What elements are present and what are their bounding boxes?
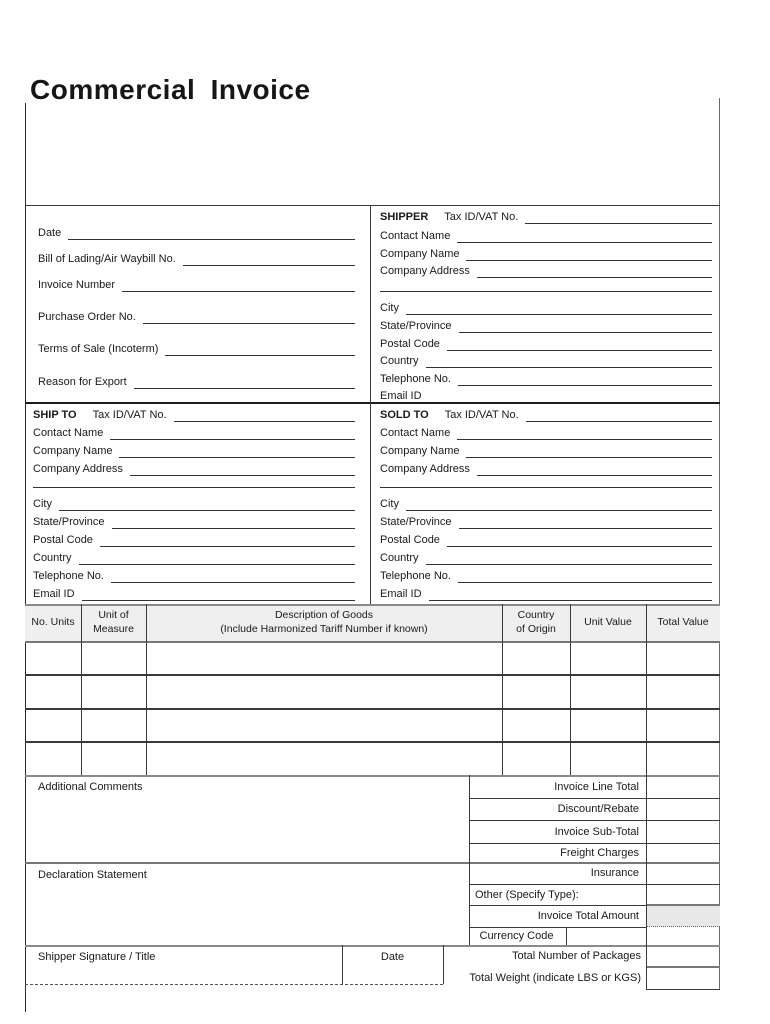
footer-top-rule (25, 945, 720, 947)
declaration-statement-label: Declaration Statement (38, 869, 147, 881)
discount-rebate-label: Discount/Rebate (557, 803, 639, 815)
invoice-number-input-line[interactable] (122, 278, 355, 292)
col-header-unit-of-measure: Unit of Measure (93, 609, 134, 635)
table-column-divider (646, 604, 647, 775)
other-specify-type-label: Other (Specify Type): (475, 888, 579, 901)
shipper-country-input-line[interactable] (426, 354, 712, 368)
shipper-state-input-line[interactable] (459, 319, 712, 333)
table-header-bottom-rule (25, 641, 720, 643)
waybill-input-line[interactable] (183, 252, 355, 266)
goods-row[interactable] (25, 641, 720, 674)
waybill-label: Bill of Lading/Air Waybill No. (38, 253, 176, 265)
charges-row-rule (469, 843, 720, 844)
soldto-postal-label: Postal Code (380, 534, 440, 546)
soldto-tax-label: Tax ID/VAT No. (444, 409, 519, 421)
invoice-total-amount-value-cell[interactable] (646, 905, 720, 927)
terms-label: Terms of Sale (Incoterm) (38, 343, 159, 355)
shipper-contact-label: Contact Name (380, 230, 451, 242)
shipto-heading-row (33, 407, 355, 422)
shipper-email-input-line[interactable] (429, 389, 712, 403)
shipto-postal-label: Postal Code (33, 534, 93, 546)
shipto-email-field (33, 586, 355, 601)
shipto-postal-field (33, 532, 355, 547)
soldto-contact-input-line[interactable] (457, 426, 712, 440)
goods-row[interactable] (25, 674, 720, 708)
charges-top-rule (25, 775, 720, 777)
shipto-country-field (33, 550, 355, 565)
totals-left-divider (469, 775, 470, 945)
soldto-city-label: City (380, 498, 399, 510)
amount-cell-top-rule (646, 904, 720, 906)
soldto-email-input-line[interactable] (429, 587, 712, 601)
goods-row-rule (25, 708, 720, 710)
shipto-heading: SHIP TO (33, 409, 77, 421)
purchase-order-field (38, 309, 355, 324)
purchase-order-input-line[interactable] (143, 310, 355, 324)
shipto-contact-field (33, 425, 355, 440)
shipto-postal-input-line[interactable] (100, 533, 355, 547)
goods-row[interactable] (25, 741, 720, 775)
shipto-phone-label: Telephone No. (33, 570, 104, 582)
shipto-address-line2[interactable] (33, 474, 355, 488)
shipto-company-input-line[interactable] (119, 444, 355, 458)
shipper-state-label: State/Province (380, 320, 452, 332)
col-header-description: Description of Goods (Include Harmonized Tariff Number if known) (220, 609, 428, 635)
table-column-divider (502, 604, 503, 775)
soldto-city-input-line[interactable] (406, 497, 712, 511)
goods-row[interactable] (25, 708, 720, 741)
soldto-address-line2[interactable] (380, 474, 712, 488)
freight-charges-value-cell[interactable] (646, 843, 720, 862)
soldto-phone-input-line[interactable] (458, 569, 712, 583)
shipper-country-label: Country (380, 355, 419, 367)
shipper-company-label: Company Name (380, 248, 460, 260)
currency-row-rule (469, 927, 646, 928)
total-weight-label: Total Weight (indicate LBS or KGS) (469, 972, 641, 984)
shipper-phone-field (380, 371, 712, 386)
soldto-email-field (380, 586, 712, 601)
shipper-address-field (380, 263, 712, 278)
soldto-phone-label: Telephone No. (380, 570, 451, 582)
shipper-email-field (380, 388, 712, 403)
shipper-contact-field (380, 228, 712, 243)
shipto-tax-input-line[interactable] (174, 408, 355, 422)
footer-value-divider (646, 945, 647, 989)
invoice-number-label: Invoice Number (38, 279, 116, 291)
currency-cell-divider (566, 927, 567, 945)
totals-value-divider (646, 775, 647, 945)
soldto-company-field (380, 443, 712, 458)
freight-charges-label: Freight Charges (560, 846, 639, 859)
table-column-divider (570, 604, 571, 775)
soldto-contact-label: Contact Name (380, 427, 451, 439)
goods-row-rule (25, 741, 720, 743)
shipper-company-field (380, 246, 712, 261)
invoice-number-field (38, 277, 355, 292)
shipper-address-label: Company Address (380, 265, 470, 277)
shipto-company-label: Company Name (33, 445, 113, 457)
signature-bottom-dashed-rule (25, 984, 443, 985)
reason-input-line[interactable] (134, 375, 355, 389)
insurance-value-cell[interactable] (646, 862, 720, 884)
insurance-label: Insurance (590, 867, 639, 879)
shipper-signature-label: Shipper Signature / Title (38, 951, 156, 963)
signature-date-label: Date (380, 951, 405, 963)
soldto-heading: SOLD TO (380, 409, 429, 421)
signature-date-divider (342, 945, 343, 984)
amount-cell-bottom-dotted-rule (646, 926, 720, 927)
shipper-tax-input-line[interactable] (525, 210, 712, 224)
col-header-unit-value: Unit Value (584, 616, 632, 629)
invoice-form (25, 205, 720, 990)
section-divider (25, 402, 720, 404)
currency-code-input-cell[interactable] (566, 927, 646, 945)
shipto-state-label: State/Province (33, 516, 105, 528)
soldto-phone-field (380, 568, 712, 583)
goods-row-rule (25, 674, 720, 676)
discount-rebate-value-cell[interactable] (646, 798, 720, 820)
soldto-country-field (380, 550, 712, 565)
form-top-rule (25, 205, 720, 206)
reason-field (38, 374, 355, 389)
shipper-heading-row (380, 209, 712, 224)
shipper-postal-input-line[interactable] (447, 337, 712, 351)
soldto-company-label: Company Name (380, 445, 460, 457)
shipper-contact-input-line[interactable] (457, 229, 712, 243)
shipto-address-label: Company Address (33, 463, 123, 475)
shipto-city-label: City (33, 498, 52, 510)
shipper-tax-label: Tax ID/VAT No. (444, 211, 519, 223)
weight-cell-bottom-rule (646, 989, 720, 990)
total-packages-label: Total Number of Packages (511, 950, 641, 962)
shipper-email-label: Email ID (380, 390, 422, 402)
shipto-country-input-line[interactable] (79, 551, 355, 565)
shipto-email-label: Email ID (33, 588, 75, 600)
page-title: Commercial Invoice (30, 74, 311, 105)
shipper-state-field (380, 318, 712, 333)
currency-row-value-cell[interactable] (646, 927, 720, 945)
table-column-divider (81, 604, 82, 775)
charges-row-rule (469, 798, 720, 799)
shipper-address-input-line[interactable] (477, 264, 712, 278)
shipper-heading: SHIPPER (380, 211, 429, 223)
shipto-country-label: Country (33, 552, 72, 564)
purchase-order-label: Purchase Order No. (38, 311, 136, 323)
shipper-postal-field (380, 336, 712, 351)
soldto-country-label: Country (380, 552, 419, 564)
currency-code-label: Currency Code (479, 930, 554, 942)
col-header-total-value: Total Value (657, 616, 709, 629)
soldto-heading-row (380, 407, 712, 422)
shipper-city-label: City (380, 302, 399, 314)
date-input-line[interactable] (68, 226, 355, 240)
packages-weight-rule (646, 966, 720, 968)
shipper-country-field (380, 353, 712, 368)
soldto-city-field (380, 496, 712, 511)
shipto-state-input-line[interactable] (112, 515, 355, 529)
table-column-divider (146, 604, 147, 775)
center-column-divider (370, 205, 371, 604)
additional-comments-label: Additional Comments (38, 781, 143, 793)
soldto-contact-field (380, 425, 712, 440)
date-right-divider (443, 945, 444, 984)
shipper-company-input-line[interactable] (466, 247, 712, 261)
soldto-country-input-line[interactable] (426, 551, 712, 565)
soldto-email-label: Email ID (380, 588, 422, 600)
invoice-subtotal-value-cell[interactable] (646, 820, 720, 843)
shipto-phone-field (33, 568, 355, 583)
soldto-company-input-line[interactable] (466, 444, 712, 458)
shipto-city-input-line[interactable] (59, 497, 355, 511)
invoice-line-total-value-cell[interactable] (646, 775, 720, 798)
shipper-city-input-line[interactable] (406, 301, 712, 315)
date-field (38, 225, 355, 240)
invoice-subtotal-label: Invoice Sub-Total (554, 825, 639, 838)
shipper-city-field (380, 300, 712, 315)
soldto-state-input-line[interactable] (459, 515, 712, 529)
soldto-state-field (380, 514, 712, 529)
terms-field (38, 341, 355, 356)
charges-row-rule (469, 820, 720, 821)
shipto-email-input-line[interactable] (82, 587, 355, 601)
other-value-cell[interactable] (646, 884, 720, 905)
shipto-phone-input-line[interactable] (111, 569, 355, 583)
col-header-country-of-origin: Country of Origin (516, 609, 556, 635)
invoice-total-amount-label: Invoice Total Amount (537, 910, 639, 922)
soldto-state-label: State/Province (380, 516, 452, 528)
soldto-postal-field (380, 532, 712, 547)
soldto-tax-input-line[interactable] (526, 408, 712, 422)
shipper-address-line2[interactable] (380, 278, 712, 292)
reason-label: Reason for Export (38, 376, 127, 388)
shipto-state-field (33, 514, 355, 529)
date-label: Date (38, 227, 62, 239)
shipto-contact-input-line[interactable] (110, 426, 355, 440)
declaration-row-rule (469, 905, 646, 906)
shipper-phone-label: Telephone No. (380, 373, 451, 385)
table-top-rule (25, 604, 720, 606)
total-weight-value-cell[interactable] (646, 967, 720, 989)
shipper-phone-input-line[interactable] (458, 372, 712, 386)
declaration-row-rule (469, 884, 720, 885)
shipper-postal-label: Postal Code (380, 338, 440, 350)
soldto-postal-input-line[interactable] (447, 533, 712, 547)
shipto-city-field (33, 496, 355, 511)
soldto-address-label: Company Address (380, 463, 470, 475)
col-header-no-units: No. Units (31, 616, 75, 629)
invoice-line-total-label: Invoice Line Total (554, 780, 639, 793)
total-packages-value-cell[interactable] (646, 945, 720, 967)
shipto-contact-label: Contact Name (33, 427, 104, 439)
shipto-tax-label: Tax ID/VAT No. (92, 409, 167, 421)
shipto-company-field (33, 443, 355, 458)
waybill-field (38, 251, 355, 266)
terms-input-line[interactable] (165, 342, 355, 356)
declaration-top-rule (25, 862, 720, 864)
